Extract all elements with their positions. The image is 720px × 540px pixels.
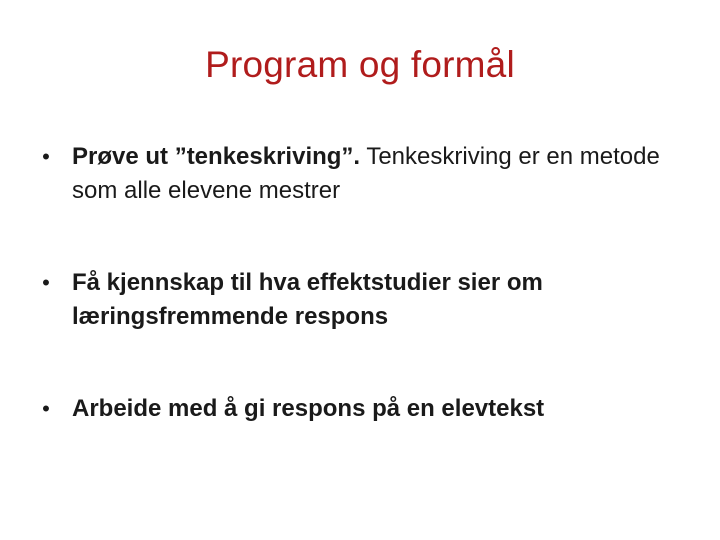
bullet-bold-text: Prøve ut ”tenkeskriving”. [72, 143, 361, 170]
bullet-dot: • [42, 270, 50, 295]
bullet-list [36, 140, 696, 426]
bullet-bold-text: Arbeide med å gi respons på en elevtekst [72, 395, 545, 422]
bullet-item-3 [36, 392, 696, 426]
bullet-item-2 [36, 266, 696, 334]
bullet-bold-text: Få kjennskap til hva effektstudier sier om læringsfremmende respons [72, 269, 543, 330]
bullet-normal-text: Tenkeskriving er en metode som alle elevene mestrer [72, 143, 660, 204]
slide-title: Program og formål [205, 44, 515, 85]
bullet-item-1 [36, 140, 696, 208]
bullet-dot: • [42, 396, 50, 421]
bullet-dot: • [42, 144, 50, 169]
